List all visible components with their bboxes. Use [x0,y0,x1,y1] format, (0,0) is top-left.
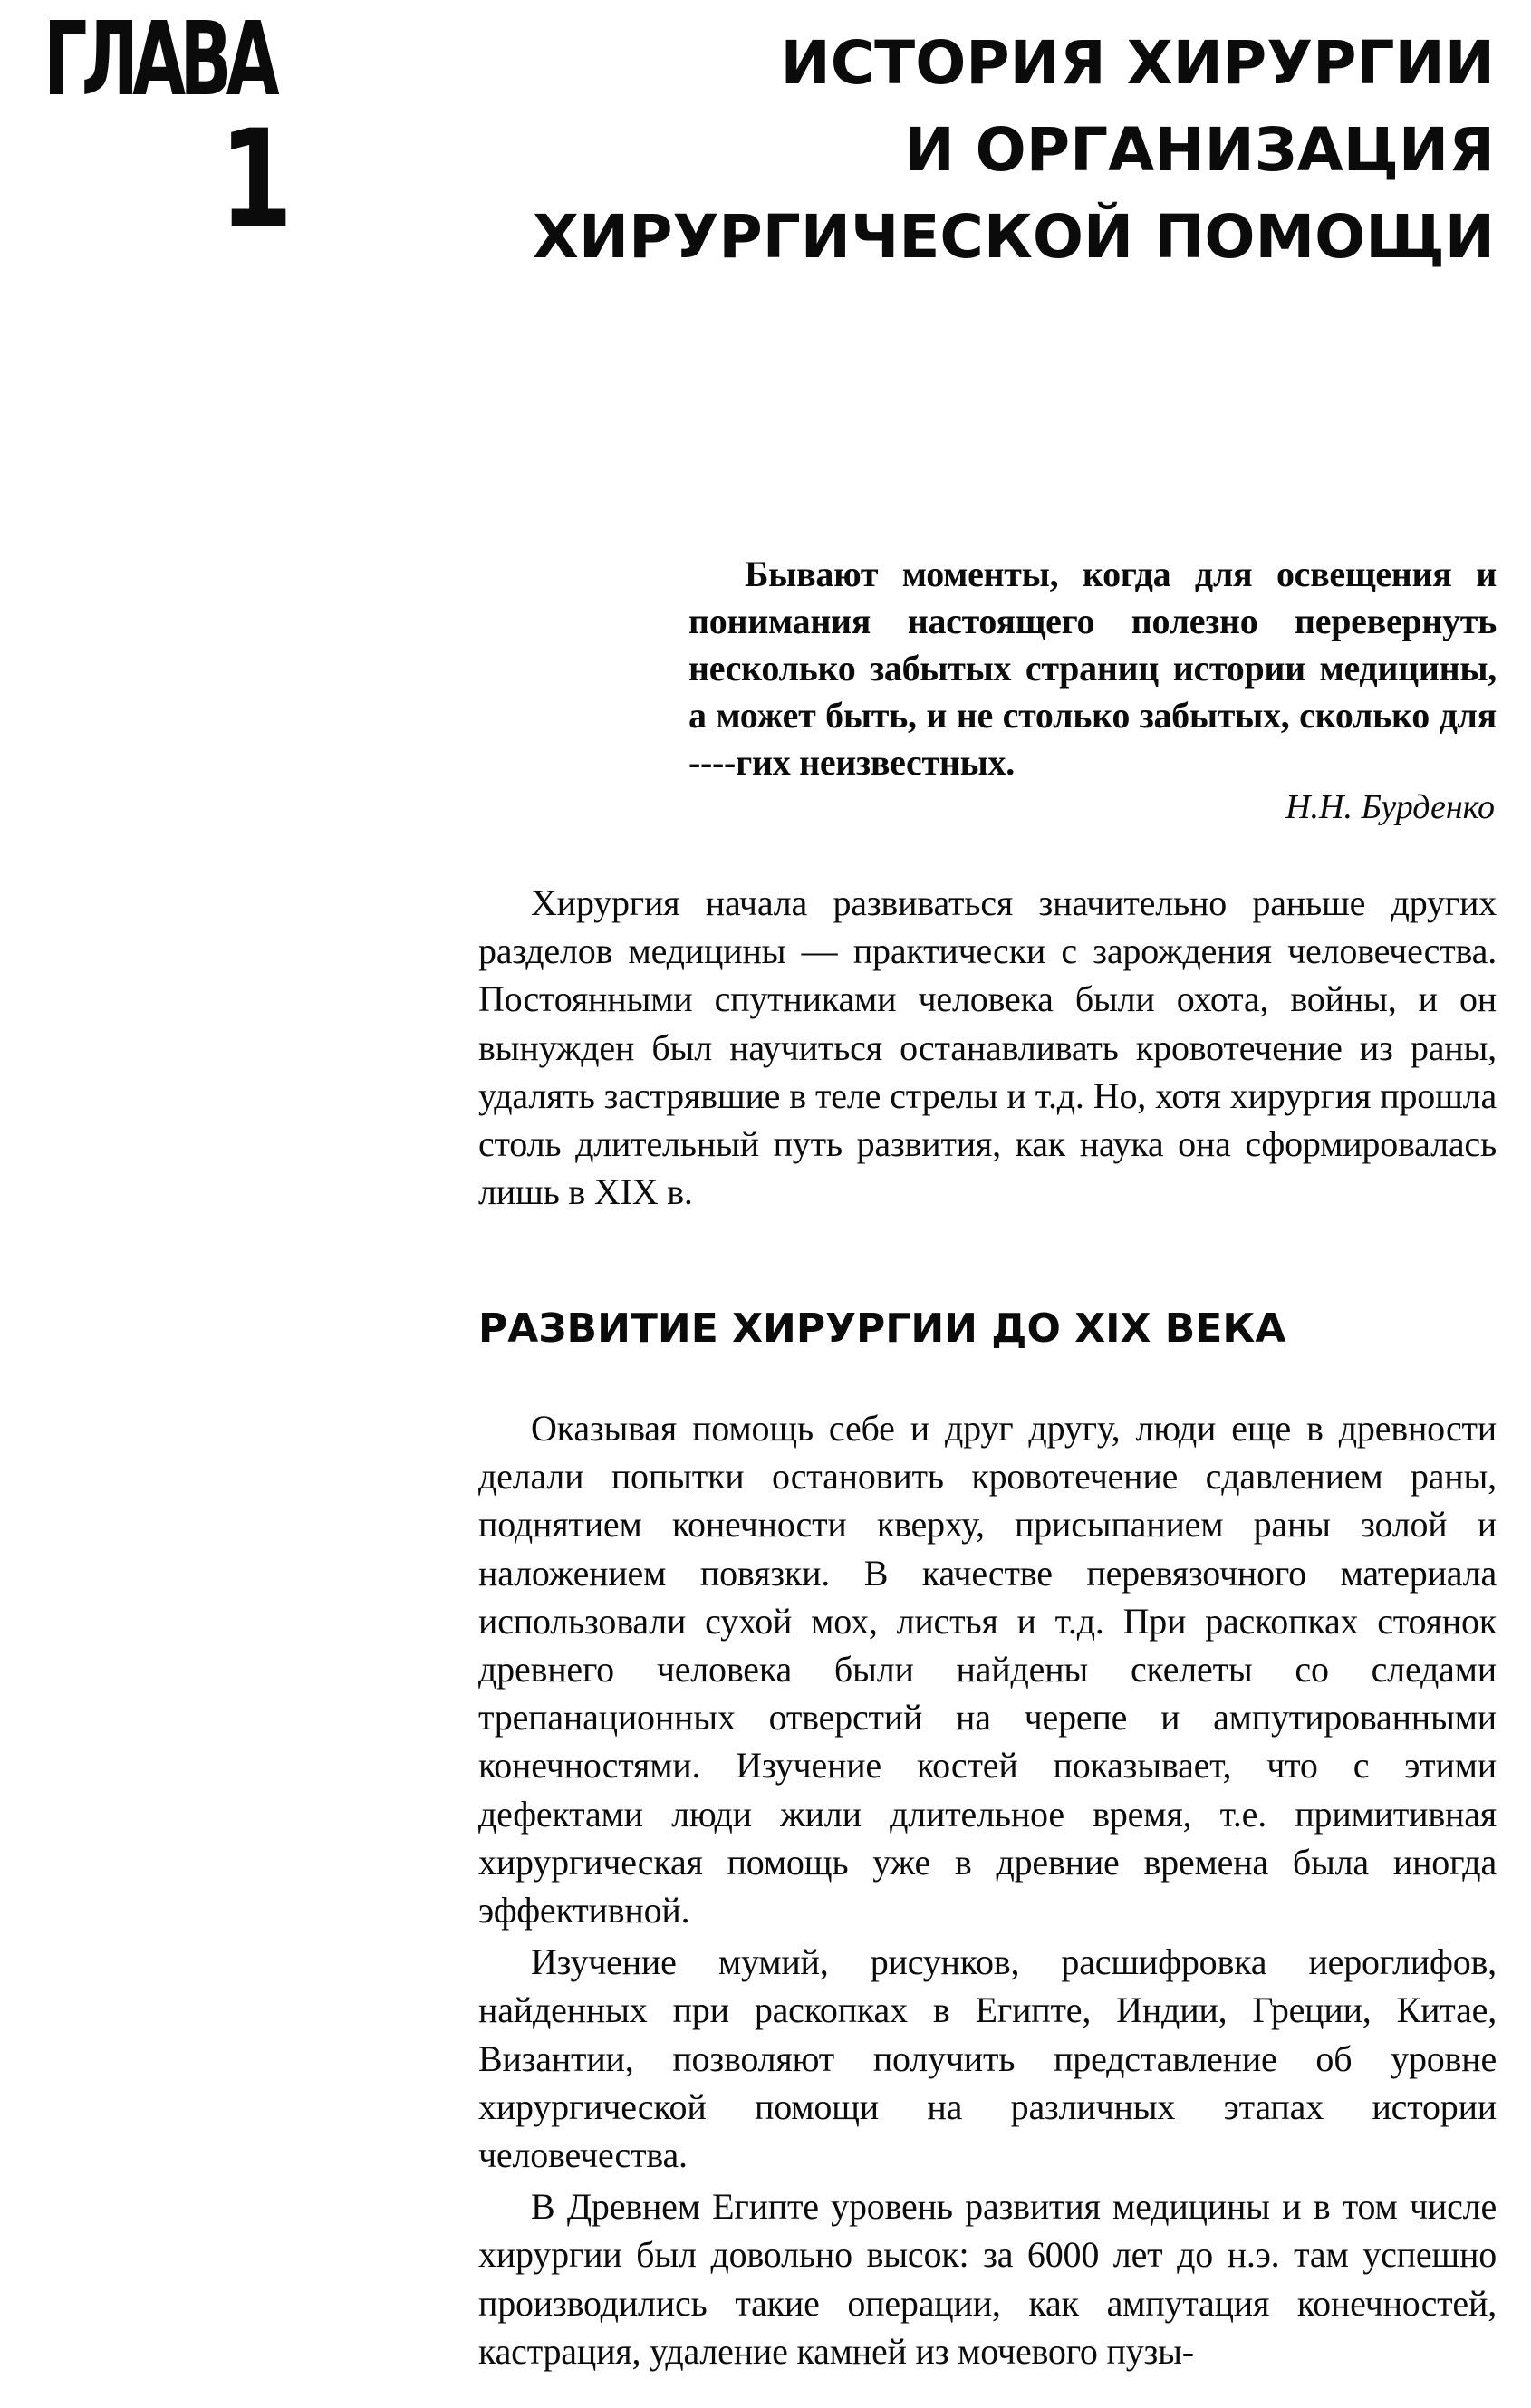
section-body [478,1404,1497,2379]
chapter-number: 1 [219,101,294,259]
intro-text [478,879,1497,1219]
chapter-title-line: ИСТОРИЯ ХИРУРГИИ [780,28,1495,98]
paragraph: Хирургия начала развиваться значительно раньше других разделов медицины — практически с зарождения человечества. Постоянными спутниками человека были охота, войны, и он вынужден был научиться останавливать кровотечение из раны, удалять застрявшие в теле стрелы и т.д. Но, хотя хирургия прошла столь длительный путь развития, как наука она сформировалась лишь в XIX в. [478,882,1497,1213]
paragraph: Оказывая помощь себе и друг другу, люди еще в древности делали попытки остановить кровотечение сдавлением раны, поднятием конечности кверху, присыпанием раны золой и наложением повязки. В качестве перевязочного материала использовали сухой мох, листья и т.д. При раскопках стоянок древнего человека были найдены скелеты со следами трепанационных отверстий на черепе и ампутированными конечностями. Изучение костей показывает, что с этими дефектами люди жили длительное время, т.е. примитивная хирургическая помощь уже в древние времена была иногда эффективной. [478,1408,1497,1931]
paragraph: В Древнем Египте уровень развития медицины и в том числе хирургии был довольно высок: за 6000 лет до н.э. там успешно производились такие операции, как ампутация конечностей, кастрация, удаление камней из мочевого пузы- [478,2186,1497,2372]
epigraph-quote: Бывают моменты, когда для освещения и понимания настоящего полезно перевернуть несколько забытых страниц истории медицины, а может быть, и не столько забытых, сколько для ----гих неизвестных. [688,554,1497,783]
epigraph-author: Н.Н. Бурденко [1285,788,1495,826]
chapter-title-line: ХИРУРГИЧЕСКОЙ ПОМОЩИ [532,202,1495,272]
paragraph: Изучение мумий, рисунков, расшифровка иероглифов, найденных при раскопках в Египте, Индии, Греции, Китае, Византии, позволяют получить представление об уровне хирургической помощи на различных этапах истории человечества. [478,1941,1497,2176]
chapter-title-line: И ОРГАНИЗАЦИЯ [904,115,1495,185]
section-heading: РАЗВИТИЕ ХИРУРГИИ ДО XIX ВЕКА [478,1305,1286,1352]
chapter-title [498,20,1495,281]
chapter-label: ГЛАВА [43,1,274,119]
